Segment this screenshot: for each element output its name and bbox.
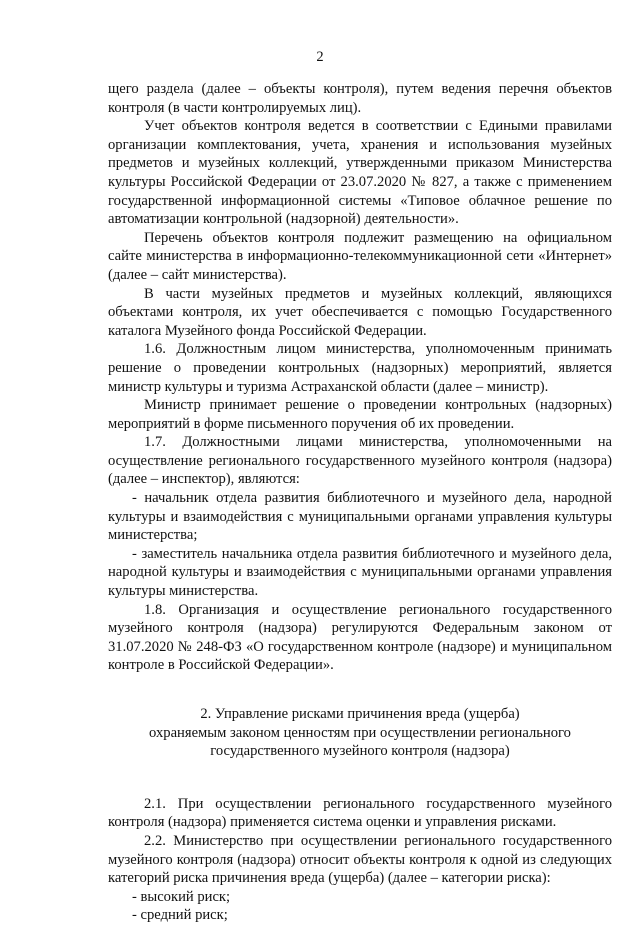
list-item: - средний риск; [132,907,228,924]
paragraph: - заместитель начальника отдела развития библиотечного и музейного дела, народной культуры и взаимодействия с муниципальными органами управления культуры министерства. [108,545,612,600]
paragraph-group-bottom [108,795,612,888]
paragraph: 2.2. Министерство при осуществлении регионального государственного музейного контроля (надзора) относит объекты контроля к одной из следующих категорий риска причинения вреда (ущерба) (далее – категории риска): [108,832,612,887]
paragraph: В части музейных предметов и музейных коллекций, являющихся объектами контроля, их учет обеспечивается с помощью Государственного каталога Музейного фонда Российской Федерации. [108,285,612,339]
list-item: - высокий риск; [132,888,231,905]
paragraph: Перечень объектов контроля подлежит размещению на официальном сайте министерства в информационно-телекоммуникационной сети «Интернет» (далее – сайт министерства). [108,229,612,283]
section-heading-line-3: государственного музейного контроля (надзора) [210,743,510,760]
document-body [108,80,612,925]
section-heading-line-2: охраняемым законом ценностям при осуществлении регионального [149,724,571,741]
section-heading [108,705,612,761]
section-heading-line-1: 2. Управление рисками причинения вреда (ущерба) [200,706,520,722]
paragraph: 1.8. Организация и осуществление регионального государственного музейного контроля (надзора) регулируются Федеральным законом от 31.07.2020 № 248-ФЗ «О государственном контроле (надзоре) и муниципальном контроле в Российской Федерации». [108,601,612,674]
paragraph: 2.1. При осуществлении регионального государственного музейного контроля (надзора) применяется система оценки и управления рисками. [108,795,612,831]
paragraph: 1.7. Должностными лицами министерства, уполномоченными на осуществление регионального государственного музейного контроля (надзора) (далее – инспектор), являются: [108,434,612,488]
paragraph: щего раздела (далее – объекты контроля), путем ведения перечня объектов контроля (в части контролируемых лиц). [108,81,612,116]
paragraph: 1.6. Должностным лицом министерства, уполномоченным принимать решение о проведении контрольных (надзорных) мероприятий, является министр культуры и туризма Астраханской области (далее – министр). [108,341,612,395]
paragraph-group-top [108,80,612,675]
page-number: 2 [316,49,324,65]
paragraph: Учет объектов контроля ведется в соответствии с Едиными правилами организации комплектования, учета, хранения и использования музейных предметов и музейных коллекций, утвержденными приказом Министерства культуры Российской Федерации от 23.07.2020 № 827, а также с применением государственной информационной системы «Типовое облачное решение по автоматизации контрольной (надзорной) деятельности». [108,118,612,228]
paragraph: Министр принимает решение о проведении контрольных (надзорных) мероприятий в форме письменного поручения об их проведении. [108,397,612,432]
risk-category-list [108,888,612,925]
paragraph: - начальник отдела развития библиотечного и музейного дела, народной культуры и взаимодействия с муниципальными органами управления культуры министерства; [108,490,612,544]
